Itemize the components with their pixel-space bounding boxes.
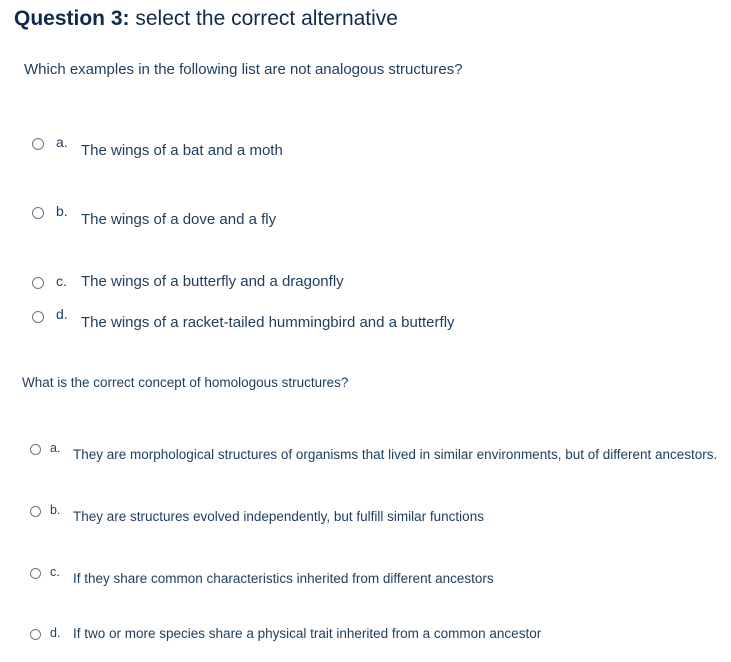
q2-option-a-radio[interactable] [30,444,41,455]
q1-option-a-radio[interactable] [32,138,44,150]
q2-option-d-radio[interactable] [30,629,41,640]
question-heading [14,7,398,31]
question-instruction: select the correct alternative [135,7,398,30]
q2-option-c-letter: c. [50,565,60,579]
q2-option-b-letter: b. [50,503,61,517]
q2-option-a-text[interactable]: They are morphological structures of organisms that lived in similar environments, but of different ancestors. [73,447,718,462]
q1-option-c-text[interactable]: The wings of a butterfly and a dragonfly [81,273,344,290]
q1-option-a-letter: a. [56,134,68,150]
q2-option-c-text[interactable]: If they share common characteristics inherited from different ancestors [73,571,494,586]
q1-option-c-radio[interactable] [32,277,44,289]
q1-option-d-letter: d. [56,306,68,322]
q2-option-d-text[interactable]: If two or more species share a physical trait inherited from a common ancestor [73,626,542,641]
q2-prompt: What is the correct concept of homologous structures? [22,375,349,390]
q2-option-b-radio[interactable] [30,506,41,517]
q1-option-a-text[interactable]: The wings of a bat and a moth [81,142,283,159]
q1-option-b-text[interactable]: The wings of a dove and a fly [81,211,277,228]
q2-option-b-text[interactable]: They are structures evolved independently, but fulfill similar functions [73,509,484,524]
q2-option-c-radio[interactable] [30,568,41,579]
q1-option-d-text[interactable]: The wings of a racket-tailed hummingbird and a butterfly [81,314,455,331]
q1-option-c-letter: c. [56,273,67,289]
q2-option-a-letter: a. [50,441,61,455]
question-number: Question 3: [14,7,130,30]
q1-option-d-radio[interactable] [32,311,44,323]
q1-prompt: Which examples in the following list are not analogous structures? [24,61,463,78]
q1-option-b-radio[interactable] [32,207,44,219]
q1-option-b-letter: b. [56,203,68,219]
q2-option-d-letter: d. [50,626,61,640]
